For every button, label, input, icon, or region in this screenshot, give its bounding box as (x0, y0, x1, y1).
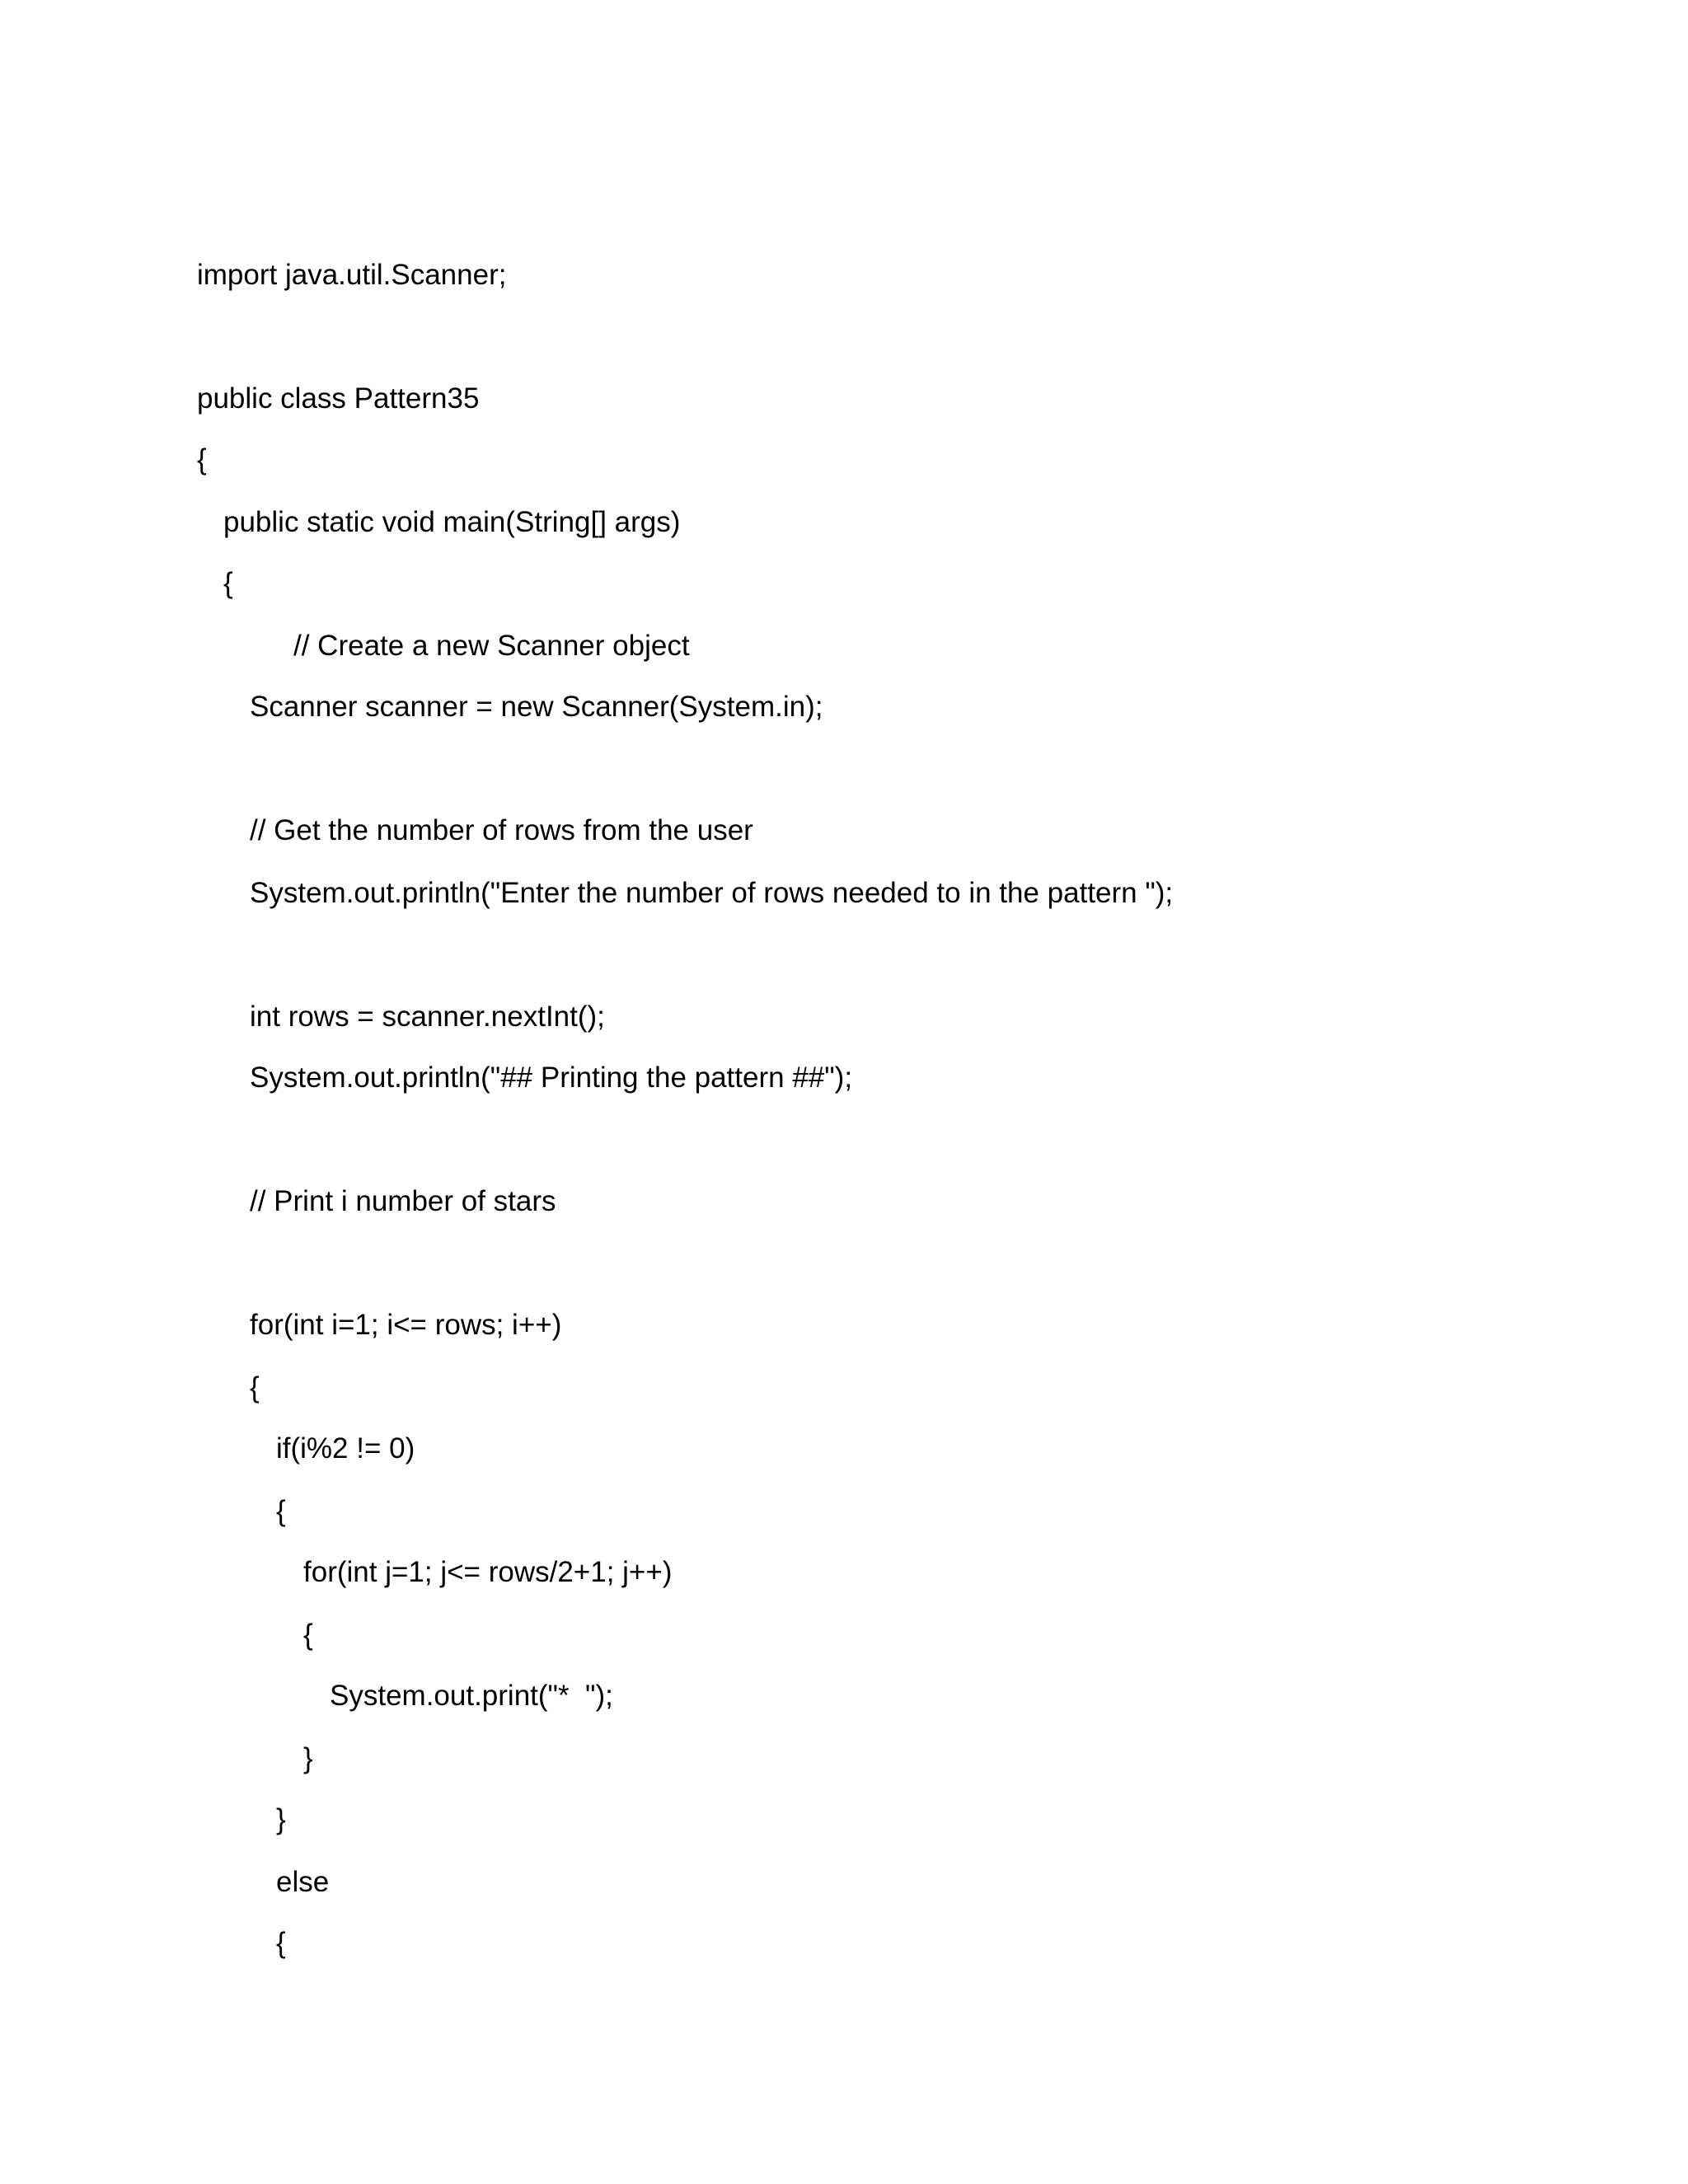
else-open-brace: { (276, 1927, 286, 1959)
rows-declaration: int rows = scanner.nextInt(); (250, 1001, 605, 1033)
comment-create-scanner: // Create a new Scanner object (293, 630, 690, 662)
println-printing-pattern: System.out.println("## Printing the pattern ##"); (250, 1062, 853, 1094)
else-keyword: else (276, 1866, 330, 1898)
class-open-brace: { (197, 443, 207, 476)
inner-for-close-brace: } (303, 1742, 313, 1774)
import-statement: import java.util.Scanner; (197, 259, 507, 291)
outer-for-loop: for(int i=1; i<= rows; i++) (250, 1309, 562, 1341)
comment-print-stars: // Print i number of stars (250, 1185, 556, 1217)
inner-for-loop: for(int j=1; j<= rows/2+1; j++) (303, 1556, 673, 1588)
class-declaration: public class Pattern35 (197, 382, 480, 415)
if-close-brace: } (276, 1803, 286, 1835)
comment-get-rows: // Get the number of rows from the user (250, 814, 753, 846)
if-statement: if(i%2 != 0) (276, 1432, 415, 1465)
if-open-brace: { (276, 1495, 286, 1527)
outer-for-open-brace: { (250, 1371, 260, 1404)
scanner-declaration: Scanner scanner = new Scanner(System.in); (250, 691, 823, 723)
println-enter-rows: System.out.println("Enter the number of rows needed to in the pattern "); (250, 877, 1174, 909)
main-method-signature: public static void main(String[] args) (223, 506, 681, 538)
inner-for-open-brace: { (303, 1619, 313, 1651)
print-star-statement: System.out.print("* "); (330, 1680, 613, 1712)
main-open-brace: { (223, 567, 233, 599)
